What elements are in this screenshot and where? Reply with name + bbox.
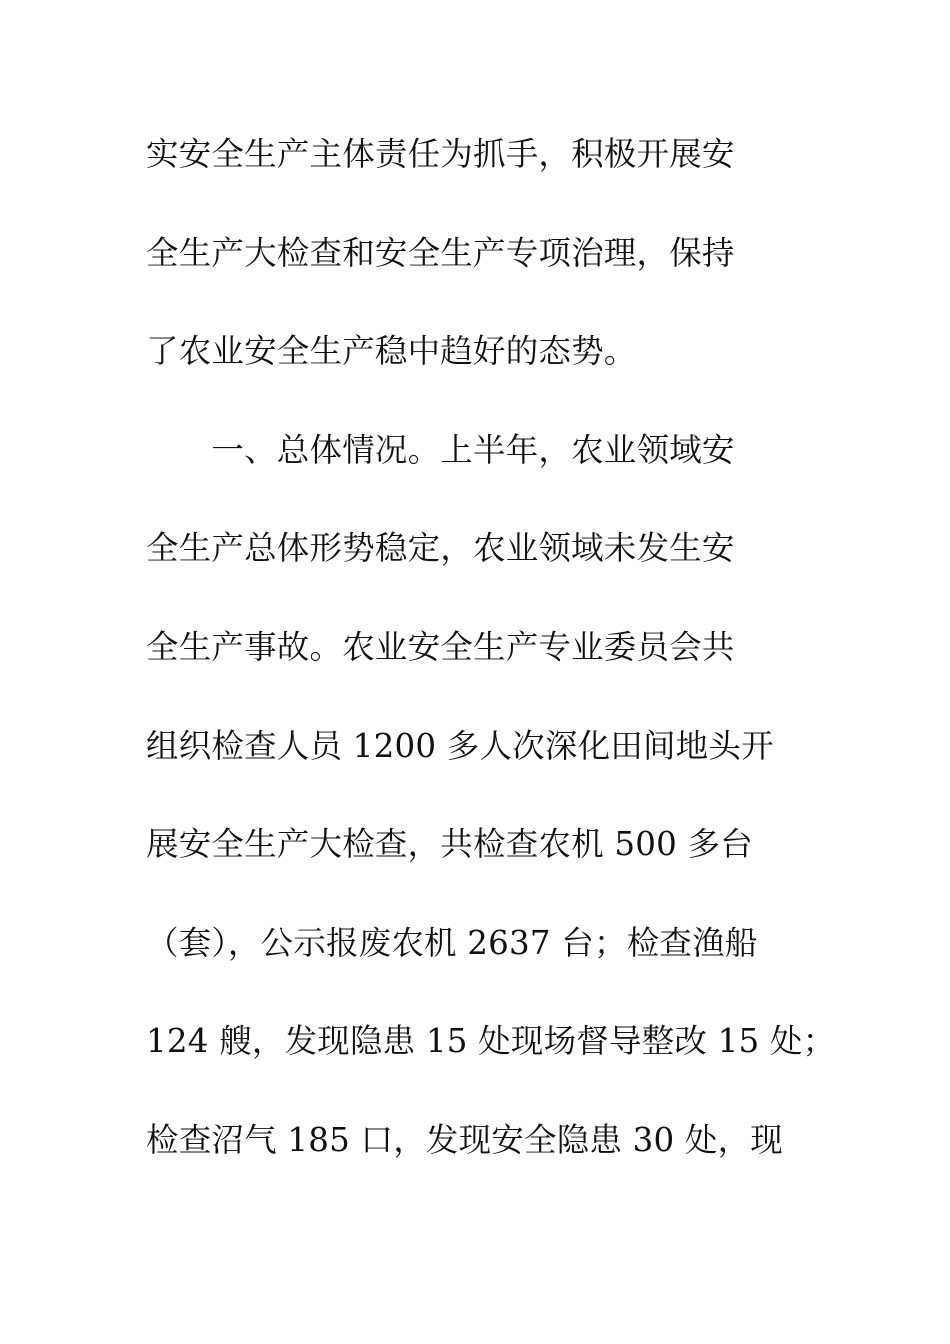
text-line: 124 艘，发现隐患 15 处现场督导整改 15 处； — [146, 1022, 836, 1061]
text-line: 了农业安全生产稳中趋好的态势。 — [146, 332, 637, 371]
text-line: 实安全生产主体责任为抓手，积极开展安 — [146, 135, 735, 173]
text-line: 检查沼气 185 口，发现安全隐患 30 处，现 — [146, 1120, 784, 1159]
text-line: 全生产大检查和安全生产专项治理，保持 — [146, 233, 735, 272]
text-line: 展安全生产大检查，共检查农机 500 多台 — [146, 825, 753, 864]
paragraph-start-line: 一、总体情况。上半年，农业领域安 — [146, 430, 735, 469]
text-line: （套），公示报废农机 2637 台；检查渔船 — [146, 923, 758, 962]
text-line: 组织检查人员 1200 多人次深化田间地头开 — [146, 726, 774, 765]
body-text — [146, 124, 836, 1209]
text-line: 全生产总体形势稳定，农业领域未发生安 — [146, 529, 735, 568]
text-line: 全生产事故。农业安全生产专业委员会共 — [146, 627, 735, 666]
